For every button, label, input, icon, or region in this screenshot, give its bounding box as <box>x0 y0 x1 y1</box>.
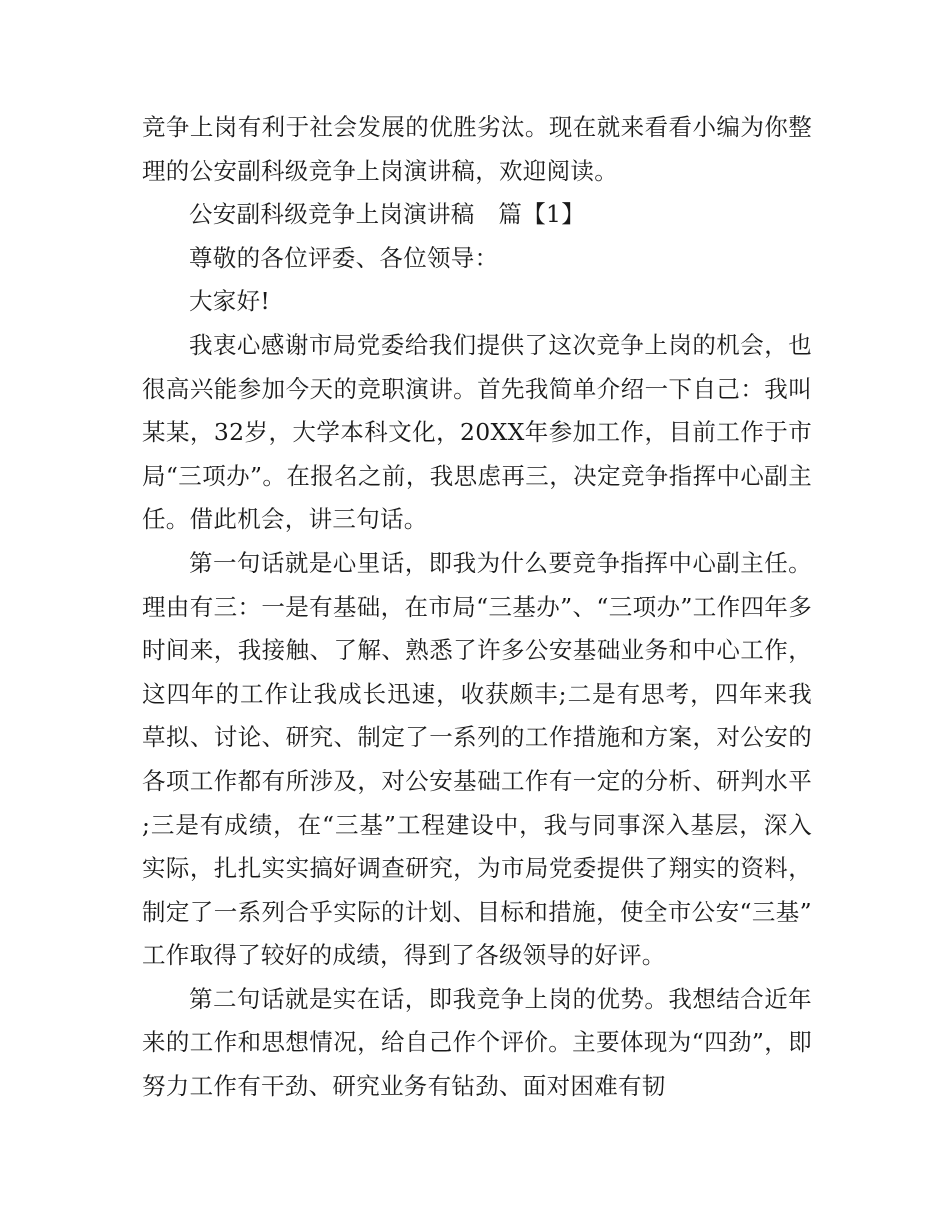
body-paragraph-second-point: 第二句话就是实在话，即我竞争上岗的优势。我想结合近年来的工作和思想情况，给自己作个评价。主要体现为“四劲”，即努力工作有干劲、研究业务有钻劲、面对困难有韧 <box>142 984 812 1101</box>
intro-paragraph: 竞争上岗有利于社会发展的优胜劣汰。现在就来看看小编为你整理的公安副科级竞争上岗演讲稿，欢迎阅读。 <box>142 113 812 185</box>
greeting: 大家好! <box>189 287 271 316</box>
salutation: 尊敬的各位评委、各位领导： <box>189 243 499 272</box>
document-body <box>142 106 812 1109</box>
section-heading: 公安副科级竞争上岗演讲稿 篇【1】 <box>189 200 586 229</box>
body-paragraph-first-point: 第一句话就是心里话，即我为什么要竞争指挥中心副主任。理由有三：一是有基础，在市局“三基办”、“三项办”工作四年多时间来，我接触、了解、熟悉了许多公安基础业务和中心工作，这四年的工作让我成长迅速，收获颇丰;二是有思考，四年来我草拟、讨论、研究、制定了一系列的工作措施和方案，对公安的各项工作都有所涉及，对公安基础工作有一定的分析、研判水平;三是有成绩，在“三基”工程建设中，我与同事深入基层，深入实际，扎扎实实搞好调查研究，为市局党委提供了翔实的资料，制定了一系列合乎实际的计划、目标和措施，使全市公安“三基”工作取得了较好的成绩，得到了各级领导的好评。 <box>142 548 812 970</box>
body-paragraph-introduction: 我衷心感谢市局党委给我们提供了这次竞争上岗的机会，也很高兴能参加今天的竞职演讲。首先我简单介绍一下自己：我叫某某，32岁，大学本科文化，20XX年参加工作，目前工作于市局“三项办”。在报名之前，我思虑再三，决定竞争指挥中心副主任。借此机会，讲三句话。 <box>142 330 812 534</box>
